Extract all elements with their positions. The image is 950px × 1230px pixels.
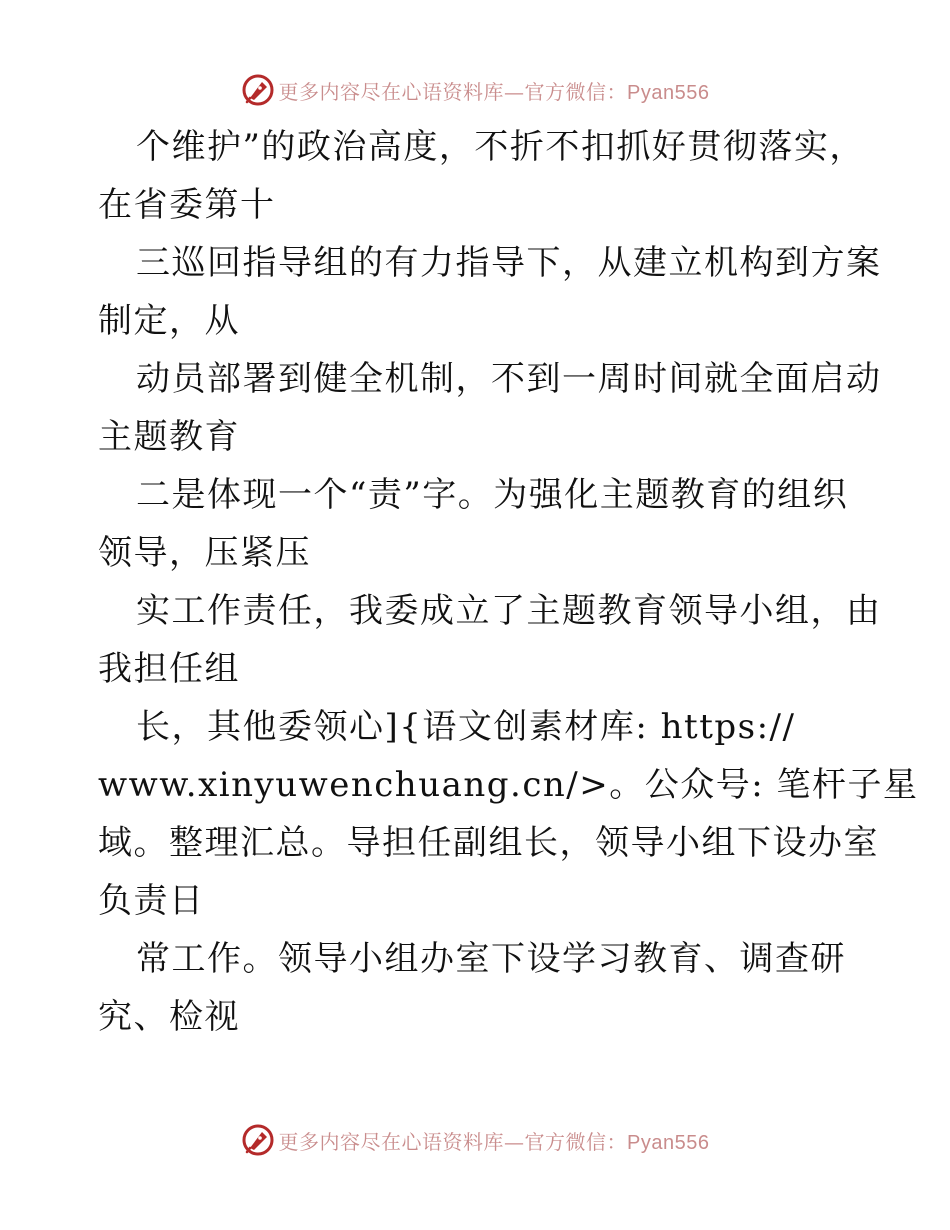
text-line: 在省委第十 [98,185,276,225]
pen-nib-logo-icon [241,1123,275,1157]
text-line: 实工作责任，我委成立了主题教育领导小组，由 [136,591,882,631]
header-wechat-id: Pyan556 [627,81,710,104]
header-banner-text [279,76,710,105]
header-banner [0,70,950,110]
text-line: www.xinyuwenchuang.cn/>。公众号: 笔杆子星 [98,765,919,805]
footer-wechat-label: 官方微信： [524,1129,628,1154]
document-body [98,118,919,1046]
text-line: 三巡回指导组的有力指导下，从建立机构到方案 [136,243,882,283]
footer-banner [0,1120,950,1160]
text-line: 二是体现一个“责”字。为强化主题教育的组织 [136,475,849,515]
text-line: 我担任组 [98,649,240,689]
text-line: 制定，从 [98,301,240,341]
footer-separator: — [504,1129,525,1154]
header-site-name: 更多内容尽在心语资料库 [278,79,505,104]
header-wechat-label: 官方微信： [524,79,628,104]
text-line: 究、检视 [98,997,240,1037]
footer-wechat-id: Pyan556 [627,1131,710,1154]
text-line: 域。整理汇总。导担任副组长，领导小组下设办室 [98,823,879,863]
text-line: 负责日 [98,881,205,921]
text-line: 主题教育 [98,417,240,457]
text-line: 个维护”的政治高度，不折不扣抓好贯彻落实， [136,127,865,167]
header-separator: — [504,79,525,104]
text-line: 常工作。领导小组办室下设学习教育、调查研 [136,939,846,979]
text-line: 领导，压紧压 [98,533,311,573]
text-line: 长，其他委领心]{语文创素材库: https:// [136,707,796,747]
footer-site-name: 更多内容尽在心语资料库 [278,1129,505,1154]
pen-nib-logo-icon [241,73,275,107]
footer-banner-text [279,1126,710,1155]
text-line: 动员部署到健全机制，不到一周时间就全面启动 [136,359,882,399]
